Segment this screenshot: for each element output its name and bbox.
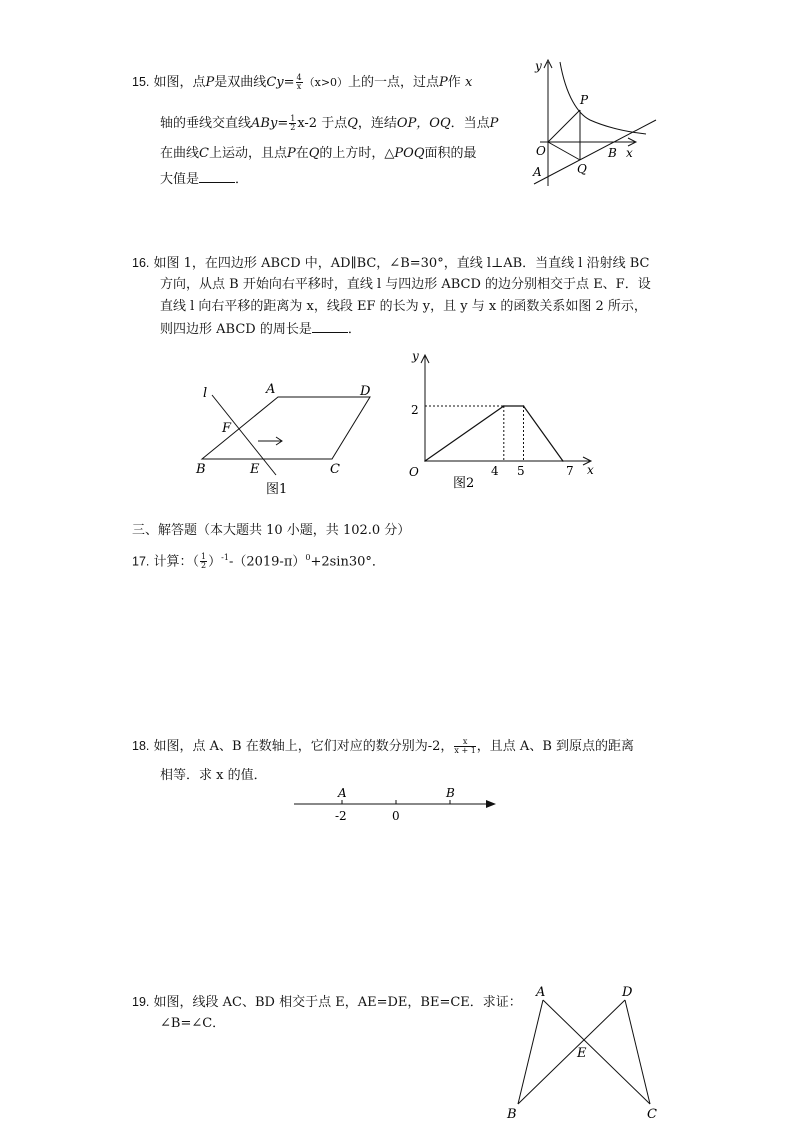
label-f: F (222, 421, 232, 436)
q16-figure-2 (405, 348, 605, 498)
q15-var: P (286, 146, 296, 161)
q15-text: 大值是 (160, 172, 200, 187)
q15-var: P (439, 75, 448, 90)
figure-caption: 图1 (266, 482, 288, 497)
q15-var: C (266, 75, 277, 90)
q19-text: ∠B=∠C． (160, 1016, 226, 1031)
axis-label-x: x (587, 463, 594, 477)
fraction-numerator: x (454, 738, 475, 747)
axis-label-y: y (535, 59, 542, 73)
x-tick-label: 4 (491, 464, 499, 478)
fraction (296, 74, 303, 91)
q16-text: 方向，从点 B 开始向右平移时，直线 l 与四边形 ABCD 的边分别相交于点 E、F．设 (160, 277, 651, 292)
q15-var: AB (251, 116, 270, 131)
question-16-line4 (160, 320, 361, 338)
point-label-o: O (536, 144, 546, 158)
q15-var: OP，OQ (396, 116, 451, 131)
fraction-denominator: 2 (201, 561, 207, 571)
point-label-a: A (533, 165, 542, 179)
fraction-denominator: 2 (290, 123, 296, 132)
segment-ac (543, 1000, 650, 1104)
function-line (425, 406, 563, 461)
data-point (523, 405, 525, 407)
segment-db (518, 1000, 625, 1104)
q15-text: ．当点 (450, 116, 490, 131)
data-point (562, 460, 564, 462)
q15-text: 上的一点，过点 (348, 75, 440, 90)
q19-figure (500, 980, 675, 1123)
q15-text: 在曲线 (160, 146, 200, 161)
figure-caption: 图2 (453, 476, 475, 491)
q18-text: ，且点 A、B 到原点的距离 (476, 739, 635, 754)
q17-text: +2sin30°． (310, 554, 385, 570)
q15-text: 在 (295, 146, 309, 161)
data-point (503, 405, 505, 407)
question-number: 18. (132, 739, 150, 753)
q15-text: 作 (447, 75, 461, 90)
question-15-line2 (160, 115, 498, 132)
question-16-line3 (160, 299, 647, 315)
q15-var: x (464, 75, 473, 90)
arrow-right-icon (486, 800, 496, 808)
q15-var: y= (269, 116, 289, 131)
tick-label-minus2: -2 (335, 809, 347, 823)
section-heading: 三、解答题（本大题共 10 小题，共 102.0 分） (132, 523, 411, 538)
q16-figure-1 (190, 375, 390, 500)
q15-var: POQ (394, 146, 425, 161)
label-l: l (203, 386, 208, 401)
number-line (290, 783, 505, 825)
q15-text: （x>0） (303, 76, 349, 89)
answer-blank[interactable] (312, 320, 348, 333)
question-19-line1 (132, 994, 522, 1011)
q15-text: x-2 于点 (297, 116, 348, 131)
question-number: 16. (132, 256, 150, 270)
q15-text: ，连结 (357, 116, 397, 131)
question-15 (132, 74, 472, 91)
fraction (200, 553, 207, 570)
question-18-line2 (160, 768, 267, 784)
q15-text: 上运动，且点 (208, 146, 287, 161)
answer-blank[interactable] (199, 170, 235, 183)
q15-text: 的上方时，△ (319, 146, 395, 161)
exponent: -1 (221, 553, 229, 562)
exponent: 0 (305, 553, 311, 562)
segment-dc (625, 1000, 650, 1104)
q18-text: 相等．求 x 的值． (160, 768, 267, 783)
question-number: 15. (132, 75, 150, 89)
fraction-numerator: 4 (296, 73, 302, 82)
axis-label-y: y (412, 349, 419, 363)
point-label-a: A (338, 786, 347, 800)
line-ab (534, 120, 656, 184)
question-number: 19. (132, 995, 150, 1009)
q17-text: 计算：（ (153, 554, 200, 570)
q15-text: 如图，点 (153, 75, 206, 90)
q16-text: 则四边形 ABCD 的周长是 (160, 322, 312, 337)
q17-text: ） (208, 554, 222, 570)
axis-label-x: x (626, 146, 633, 160)
point-label-b: B (507, 1107, 517, 1122)
point-label-d: D (622, 985, 633, 1000)
q15-text: 面积的最 (424, 146, 477, 161)
tick-label-zero: 0 (392, 809, 400, 823)
question-16-line1 (132, 255, 649, 272)
label-b: B (196, 462, 206, 477)
question-17 (132, 550, 385, 570)
question-18-line1 (132, 738, 634, 755)
origin-label: O (409, 465, 419, 479)
q15-var: P (205, 75, 215, 90)
question-15-line4 (160, 170, 248, 188)
question-19-line2 (160, 1016, 225, 1032)
q16-text: ． (347, 322, 361, 337)
q15-text: ． (235, 172, 249, 187)
fraction-denominator: x (296, 82, 302, 91)
q15-var: Q (308, 146, 320, 161)
point-label-e: E (577, 1046, 587, 1061)
fraction-denominator: x + 1 (454, 746, 476, 755)
point-label-b: B (446, 786, 455, 800)
fraction (454, 738, 475, 755)
q19-text: 如图，线段 AC、BD 相交于点 E，AE=DE，BE=CE．求证： (153, 995, 522, 1010)
point-label-c: C (647, 1107, 657, 1122)
point-label-p: P (580, 93, 589, 107)
q18-text: 如图，点 A、B 在数轴上，它们对应的数分别为-2， (153, 739, 454, 754)
segment-ab (518, 1000, 543, 1104)
label-e: E (250, 462, 260, 477)
q15-text: 是双曲线 (214, 75, 267, 90)
point-label-q: Q (577, 162, 587, 176)
fraction (289, 115, 296, 132)
q16-text: 如图 1，在四边形 ABCD 中，AD∥BC，∠B=30°，直线 l⊥AB．当直线 l 沿射线 BC (153, 256, 650, 271)
q15-text: 轴的垂线交直线 (160, 116, 252, 131)
point-label-b: B (608, 146, 617, 160)
label-c: C (330, 462, 340, 477)
label-a: A (266, 382, 276, 397)
q16-text: 直线 l 向右平移的距离为 x，线段 EF 的长为 y，且 y 与 x 的函数关系如图 2 所示， (160, 299, 647, 314)
q17-text: -（2019-π） (228, 554, 306, 570)
y-tick-label: 2 (411, 403, 419, 417)
label-d: D (360, 384, 371, 399)
fraction-numerator: 1 (201, 552, 207, 562)
point-label-a: A (536, 985, 546, 1000)
question-number: 17. (132, 554, 150, 569)
q15-var: C (199, 146, 209, 161)
q15-var: P (489, 116, 499, 131)
fraction-numerator: 1 (290, 114, 296, 123)
hyperbola-curve (560, 62, 646, 134)
x-tick-label: 5 (517, 464, 525, 478)
q15-var: y= (276, 75, 295, 90)
question-15-line3 (160, 146, 477, 162)
question-16-line2 (160, 277, 651, 293)
q15-figure (520, 56, 665, 191)
segment-op (548, 110, 580, 142)
q15-var: Q (347, 116, 358, 131)
segment-oq (548, 142, 580, 160)
data-point (424, 460, 426, 462)
x-tick-label: 7 (566, 464, 574, 478)
